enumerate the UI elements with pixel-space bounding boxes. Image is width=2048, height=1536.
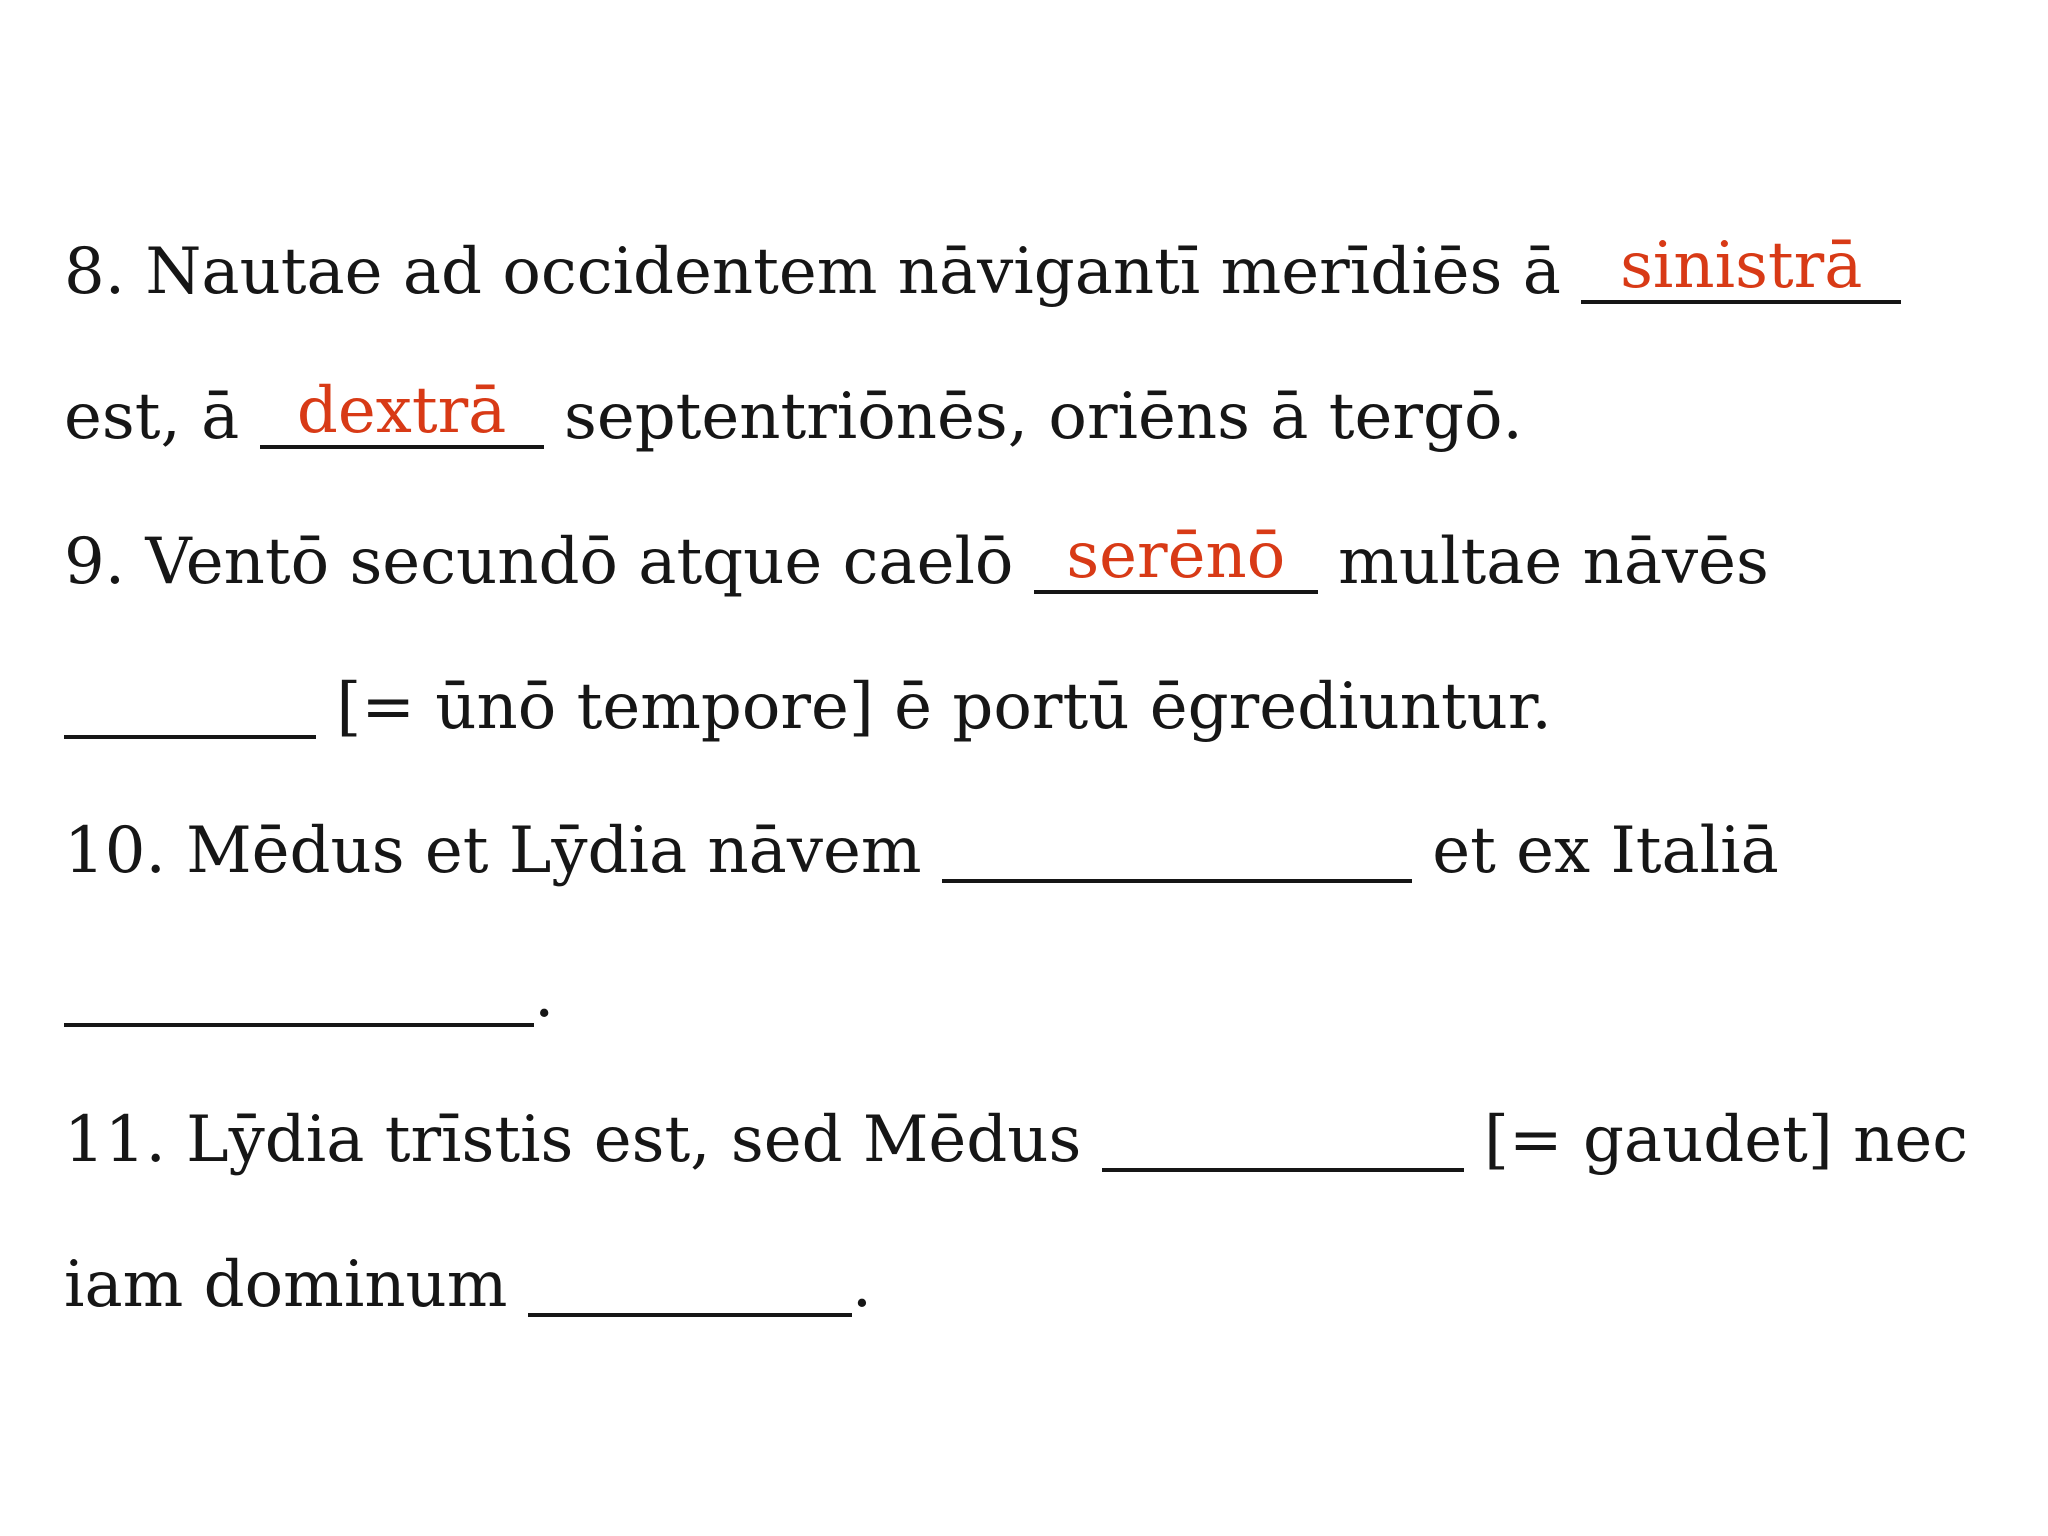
question-11-text-4: . — [851, 1248, 873, 1322]
question-10-text-3: . — [534, 958, 555, 1032]
question-10-blank-2[interactable] — [64, 947, 534, 1027]
question-8-answer-1: sinistrā — [1620, 229, 1863, 303]
question-9-text-1: 9. Ventō secundō atque caelō — [64, 525, 1034, 599]
question-10-blank-1[interactable] — [942, 803, 1412, 883]
question-10-line-2 — [64, 955, 554, 1035]
question-9-line-2 — [64, 667, 1552, 747]
question-8-line-1 — [64, 229, 1901, 312]
question-10-line-1 — [64, 811, 1779, 891]
question-8-answer-2: dextrā — [296, 374, 507, 448]
question-8-text-2: est, ā — [64, 380, 260, 454]
question-8-blank-1[interactable] — [1581, 224, 1901, 304]
question-11-text-2: [= gaudet] nec — [1463, 1103, 1969, 1177]
question-9-blank-2[interactable] — [64, 659, 316, 739]
question-11-text-1: 11. Lȳdia trīstis est, sed Mēdus — [64, 1103, 1102, 1177]
question-8-text-3: septentriōnēs, oriēns ā tergō. — [543, 380, 1523, 454]
question-11-line-1 — [64, 1100, 1968, 1180]
question-9-text-3: [= ūnō tempore] ē portū ēgrediuntur. — [316, 670, 1552, 744]
question-9-line-1 — [64, 519, 1769, 602]
question-11-line-2 — [64, 1245, 872, 1325]
question-10-text-1: 10. Mēdus et Lȳdia nāvem — [64, 814, 942, 888]
question-8-blank-2[interactable] — [260, 369, 544, 449]
question-8-text-1: 8. Nautae ad occidentem nāvigantī merīdiēs ā — [64, 235, 1582, 309]
question-11-text-3: iam dominum — [64, 1248, 528, 1322]
question-8-line-2 — [64, 374, 1523, 457]
question-9-text-2: multae nāvēs — [1317, 525, 1769, 599]
question-11-blank-2[interactable] — [528, 1237, 852, 1317]
question-9-answer-1: serēnō — [1066, 519, 1286, 593]
question-11-blank-1[interactable] — [1102, 1092, 1464, 1172]
question-9-blank-1[interactable] — [1034, 514, 1318, 594]
question-10-text-2: et ex Italiā — [1411, 814, 1779, 888]
